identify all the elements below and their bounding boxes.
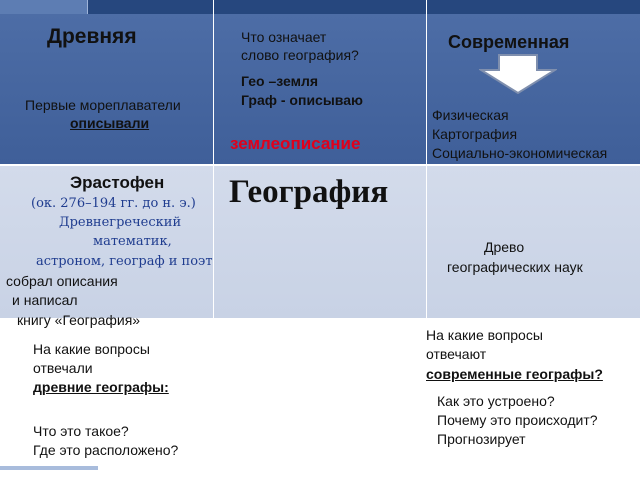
meaning-question-line2: слово география? [241, 47, 359, 63]
eratosthenes-line3: астроном, географ и поэт [36, 254, 213, 269]
middle-cell-right [426, 166, 640, 318]
meaning-question-line1: Что означает [241, 29, 327, 45]
graph-meaning: Граф - описываю [241, 92, 363, 108]
ancient-geographers: древние географы: [33, 379, 169, 395]
geo-meaning: Гео –земля [241, 73, 319, 89]
branch-socioeconomic: Социально-экономическая [432, 145, 608, 161]
ancient-question-where: Где это расположено? [33, 442, 179, 458]
land-description: землеописание [230, 134, 361, 153]
modern-question-how: Как это устроено? [437, 393, 555, 409]
ancient-question-what: Что это такое? [33, 423, 129, 439]
branch-physical: Физическая [432, 107, 509, 123]
eratosthenes-line5: и написал [12, 292, 78, 308]
modern-question-forecast: Прогнозирует [437, 431, 526, 447]
eratosthenes-name: Эрастофен [70, 173, 165, 192]
arrow-down-icon [479, 54, 557, 94]
eratosthenes-line2: математик, [93, 234, 172, 249]
modern-questions-line2: отвечают [426, 346, 487, 362]
ancient-explorers: Первые мореплаватели [25, 97, 181, 113]
tree-line1: Древо [484, 239, 525, 255]
modern-geographers: современные географы? [426, 366, 603, 382]
eratosthenes-line4: собрал описания [6, 273, 118, 289]
ancient-described: описывали [70, 115, 150, 131]
column-divider [213, 0, 214, 480]
branch-cartography: Картография [432, 126, 518, 142]
ancient-title: Древняя [47, 25, 137, 48]
tree-line2: географических наук [447, 259, 583, 275]
column-divider [426, 0, 427, 480]
modern-questions-line1: На какие вопросы [426, 327, 543, 343]
top-tab [0, 0, 88, 14]
eratosthenes-line6: книгу «География» [17, 312, 141, 328]
row-divider [0, 164, 640, 166]
eratosthenes-line1: Древнегреческий [59, 215, 182, 230]
top-strip [0, 0, 640, 14]
modern-title: Современная [448, 32, 570, 52]
ancient-questions-line1: На какие вопросы [33, 341, 150, 357]
center-title: География [229, 174, 389, 210]
ancient-questions-line2: отвечали [33, 360, 93, 376]
bottom-bar [0, 466, 98, 470]
eratosthenes-dates: (ок. 276–194 гг. до н. э.) [31, 196, 196, 211]
modern-question-why: Почему это происходит? [437, 412, 598, 428]
